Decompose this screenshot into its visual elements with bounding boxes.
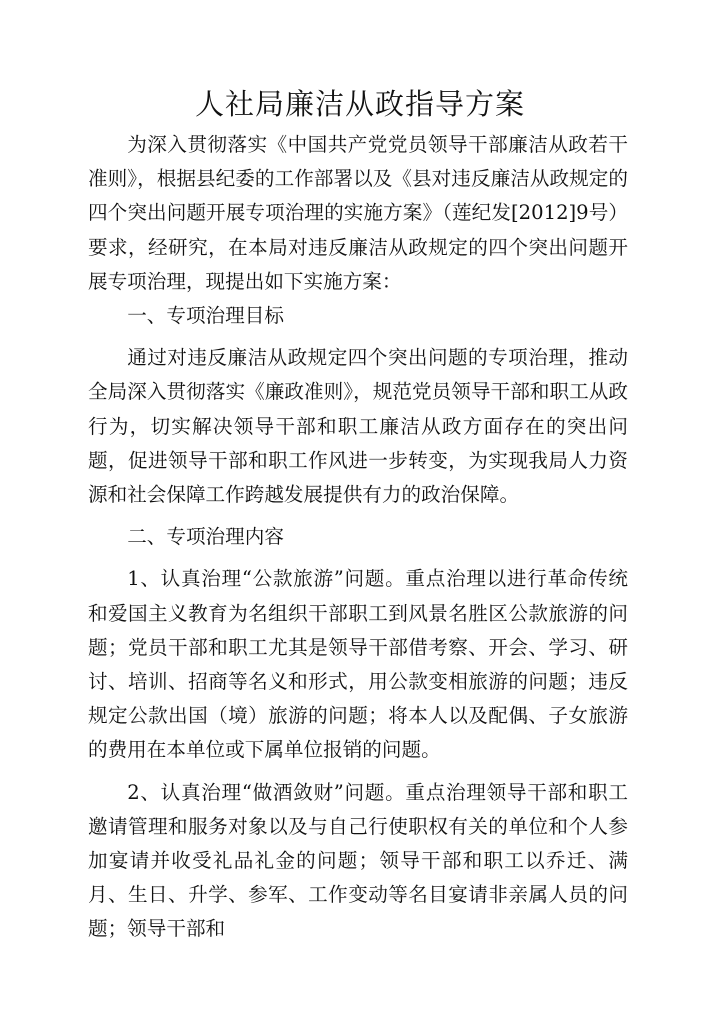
paragraph-gap [88, 512, 628, 520]
section-2-heading: 二、专项治理内容 [127, 525, 284, 549]
item-2-paragraph: 2、认真治理“做酒敛财”问题。重点治理领导干部和职工邀请管理和服务对象以及与自己行使职权有关的单位和个人参加宴请并收受礼品礼金的问题；领导干部和职工以乔迁、满月、生日、升学、参军、工作变动等名目宴请非亲属人员的问题；领导干部和 [88, 780, 628, 941]
item-1-paragraph: 1、认真治理“公款旅游”问题。重点治理以进行革命传统和爱国主义教育为名组织干部职工到风景名胜区公款旅游的问题；党员干部和职工尤其是领导干部借考察、开会、学习、研讨、培训、招商等名义和形式，用公款变相旅游的问题；违反规定公款出国（境）旅游的问题；将本人以及配偶、子女旅游的费用在本单位或下属单位报销的问题。 [88, 567, 628, 762]
document-title: 人社局廉洁从政指导方案 [194, 87, 525, 121]
document-body [88, 128, 628, 947]
intro-paragraph: 为深入贯彻落实《中国共产党党员领导干部廉洁从政若干准则》，根据县纪委的工作部署以及《县对违反廉洁从政规定的四个突出问题开展专项治理的实施方案》（莲纪发[2012]9号）要求，经研究，在本局对违反廉洁从政规定的四个突出问题开展专项治理，现提出如下实施方案： [88, 133, 628, 293]
section-1-paragraph: 通过对违反廉洁从政规定四个突出问题的专项治理，推动全局深入贯彻落实《廉政准则》，规范党员领导干部和职工从政行为，切实解决领导干部和职工廉洁从政方面存在的突出问题，促进领导干部和职工作风进一步转变，为实现我局人力资源和社会保障工作跨越发展提供有力的政治保障。 [88, 346, 628, 507]
paragraph-gap [88, 333, 628, 341]
paragraph-gap [88, 768, 628, 776]
paragraph-gap [88, 554, 628, 562]
section-1-heading: 一、专项治理目标 [127, 304, 284, 328]
